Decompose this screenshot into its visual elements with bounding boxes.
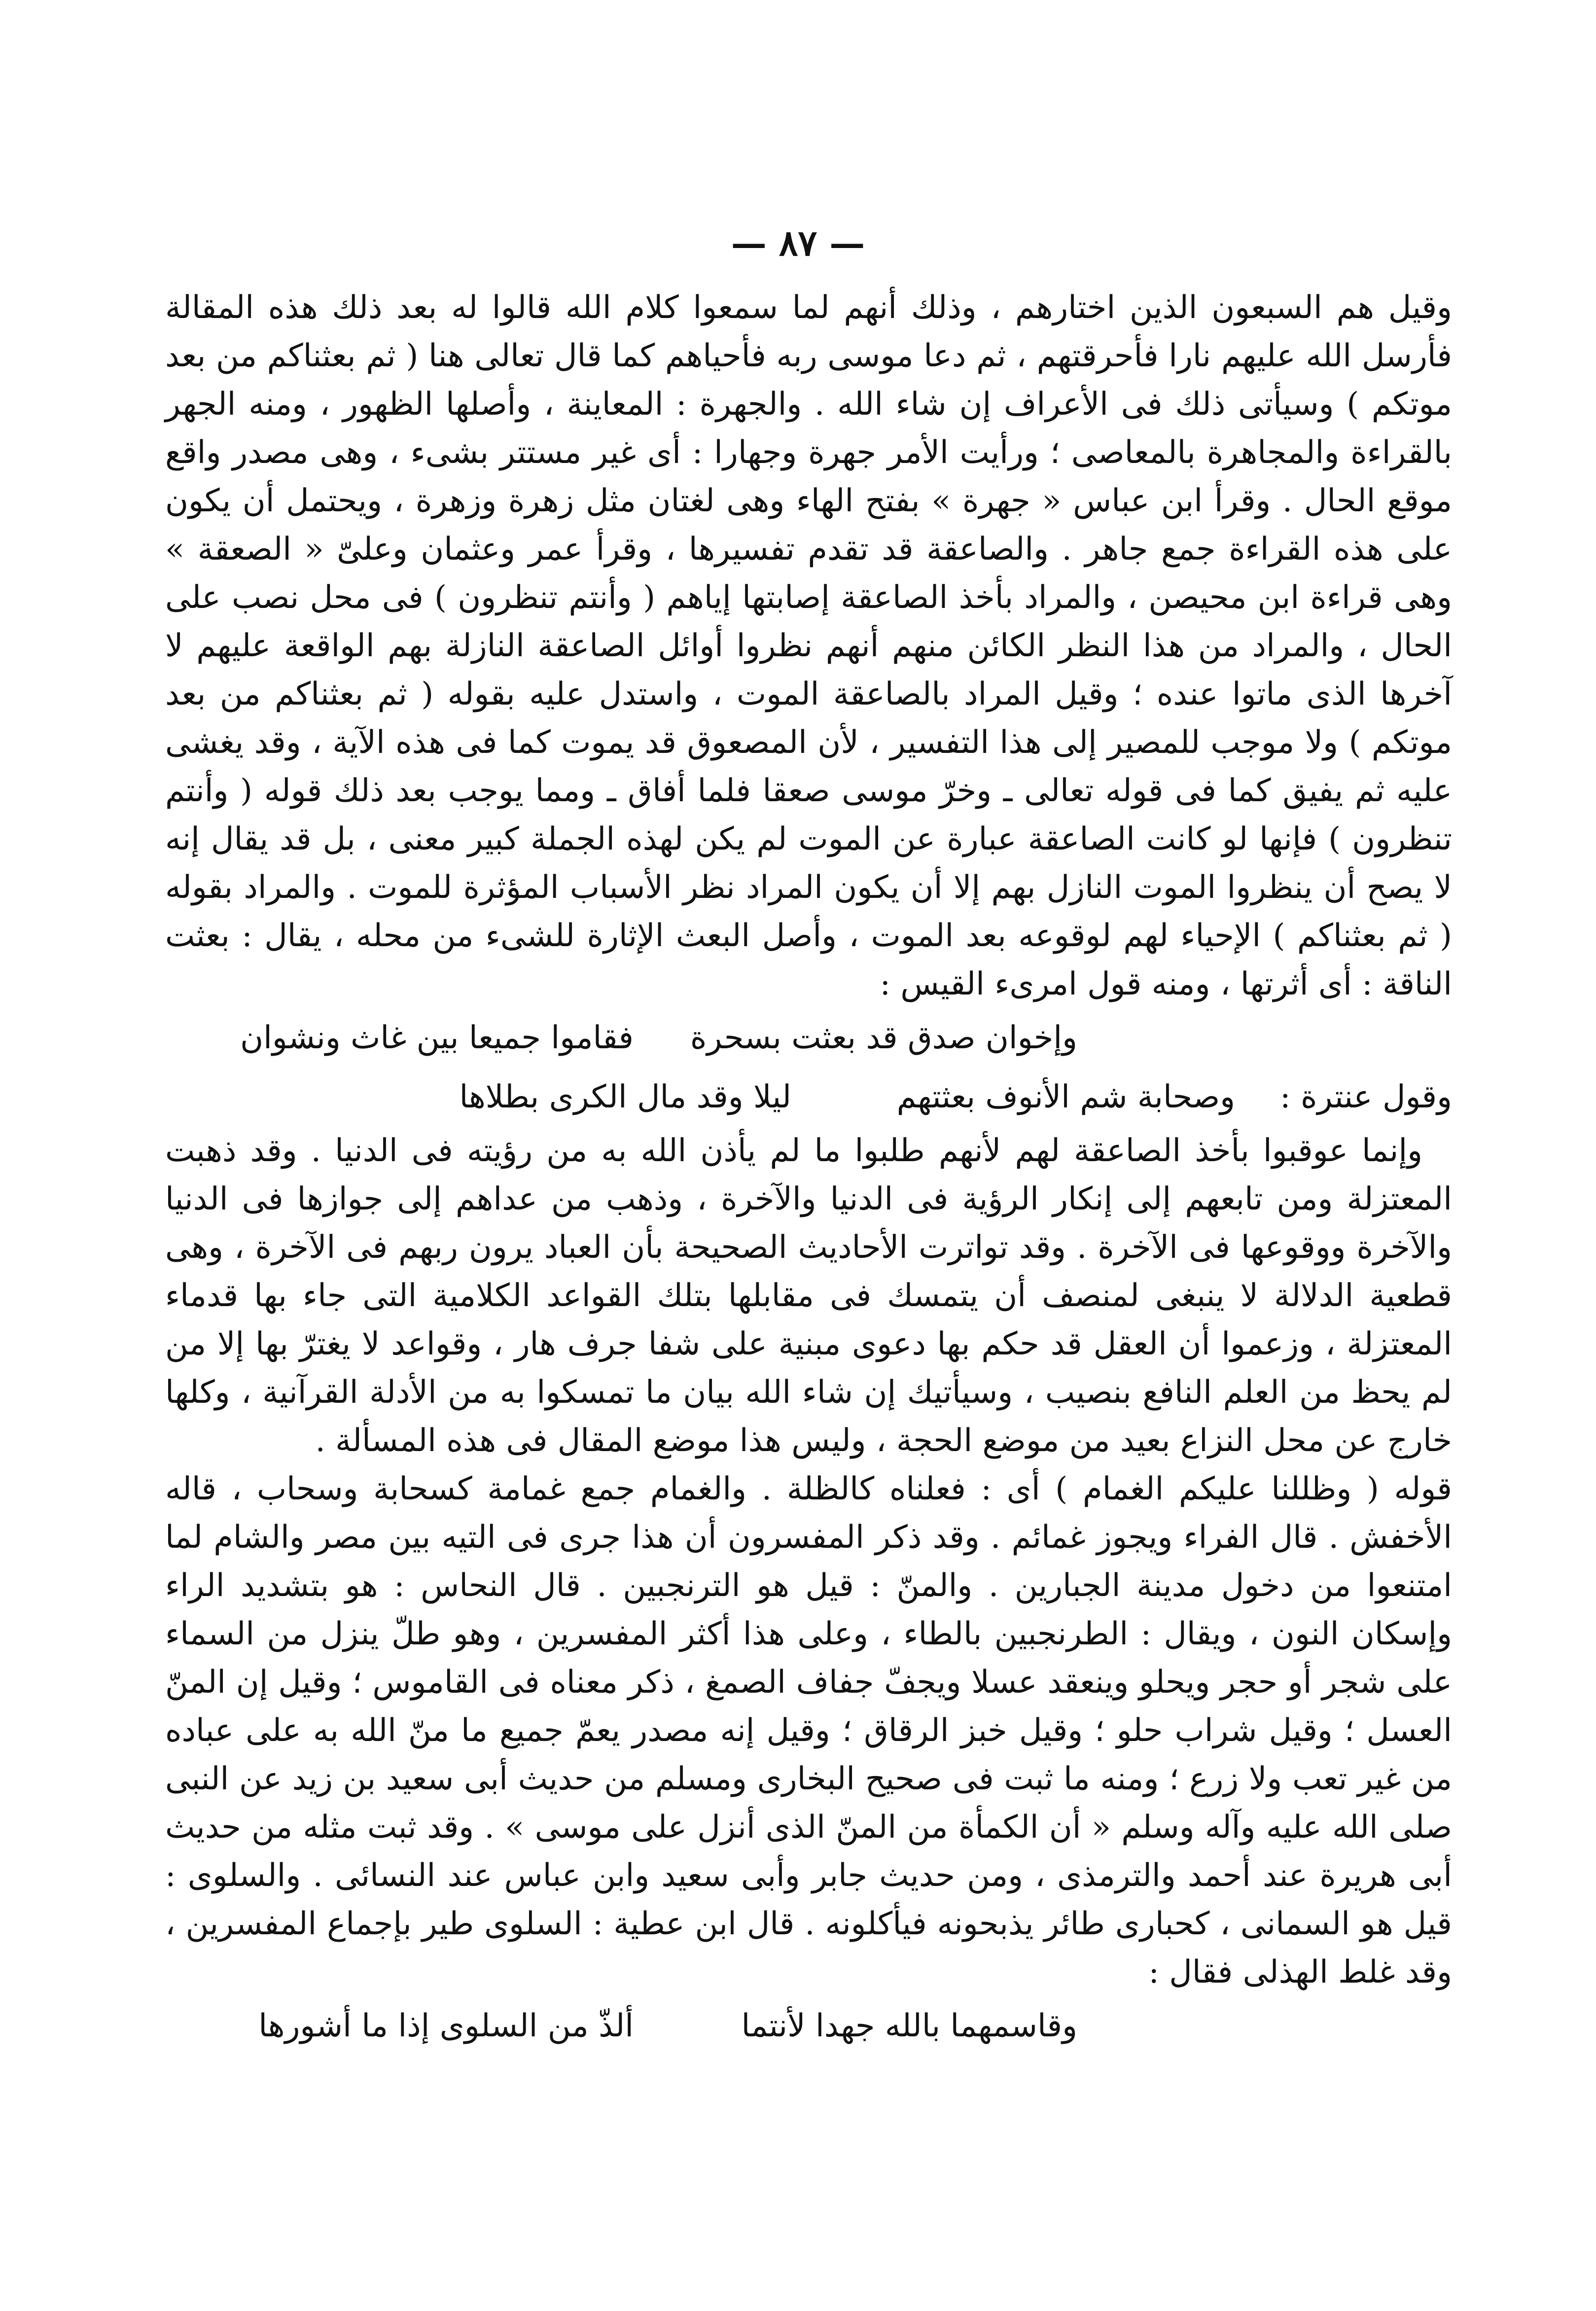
verse-intro: وقول عنترة : (1280, 1079, 1452, 1115)
paragraph-tafsir-jahra: وقيل هم السبعون الذين اختارهم ، وذلك أنهم لما سمعوا كلام الله قالوا له بعد ذلك هذه المقالة فأرسل الله عليهم نارا فأحرقتهم ، ثم دعا موسى ربه فأحياهم كما قال تعالى هنا ( ثم بعثناكم من بعد موتكم ) وسيأتى ذلك فى الأعراف إن شاء الله . والجهرة : المعاينة ، وأصلها الظهور ، ومنه الجهر بالقراءة والمجاهرة بالمعاصى ؛ ورأيت الأمر جهرة وجهارا : أى غير مستتر بشىء ، وهى مصدر واقع موقع الحال . وقرأ ابن عباس « جهرة » بفتح الهاء وهى لغتان مثل زهرة وزهرة ، ويحتمل أن يكون على هذه القراءة جمع جاهر . والصاعقة قد تقدم تفسيرها ، وقرأ عمر وعثمان وعلىّ « الصعقة » وهى قراءة ابن محيصن ، والمراد بأخذ الصاعقة إصابتها إياهم ( وأنتم تنظرون ) فى محل نصب على الحال ، والمراد من هذا النظر الكائن منهم أنهم نظروا أوائل الصاعقة النازلة بهم الواقعة عليهم لا آخرها الذى ماتوا عنده ؛ وقيل المراد بالصاعقة الموت ، واستدل عليه بقوله ( ثم بعثناكم من بعد موتكم ) ولا موجب للمصير إلى هذا التفسير ، لأن المصعوق قد يموت كما فى هذه الآية ، وقد يغشى عليه ثم يفيق كما فى قوله تعالى ـ وخرّ موسى صعقا فلما أفاق ـ ومما يوجب بعد ذلك قوله ( وأنتم تنظرون ) فإنها لو كانت الصاعقة عبارة عن الموت لم يكن لهذه الجملة كبير معنى ، بل قد يقال إنه لا يصح أن ينظروا الموت النازل بهم إلا أن يكون المراد نظر الأسباب المؤثرة للموت . والمراد بقوله ( ثم بعثناكم ) الإحياء لهم لوقوعه بعد الموت ، وأصل البعث الإثارة للشىء من محله ، يقال : بعثت الناقة : أى أثرتها ، ومنه قول امرىء القيس : (165, 289, 1453, 1002)
verse-hemistich-first: وصحابة شم الأنوف بعثتهم (896, 1079, 1235, 1115)
paragraph-ruya: وإنما عوقبوا بأخذ الصاعقة لهم لأنهم طلبوا ما لم يأذن الله به من رؤيته فى الدنيا . وقد ذهبت المعتزلة ومن تابعهم إلى إنكار الرؤية فى الدنيا والآخرة ، وذهب من عداهم إلى جوازها فى الدنيا والآخرة ووقوعها فى الآخرة . وقد تواترت الأحاديث الصحيحة بأن العباد يرون ربهم فى الآخرة ، وهى قطعية الدلالة لا ينبغى لمنصف أن يتمسك فى مقابلها بتلك القواعد الكلامية التى جاء بها قدماء المعتزلة ، وزعموا أن العقل قد حكم بها دعوى مبنية على شفا جرف هار ، وقواعد لا يغترّ بها إلا من لم يحظ من العلم النافع بنصيب ، وسيأتيك إن شاء الله بيان ما تمسكوا به من الأدلة القرآنية ، وكلها خارج عن محل النزاع بعيد من موضع الحجة ، وليس هذا موضع المقال فى هذه المسألة . (165, 1133, 1453, 1459)
page-number: — ٨٧ — (731, 222, 865, 264)
paragraph-ghamam-mann-salwa: قوله ( وظللنا عليكم الغمام ) أى : فعلناه كالظلة . والغمام جمع غمامة كسحابة وسحاب ، قاله الأخفش . قال الفراء ويجوز غمائم . وقد ذكر المفسرون أن هذا جرى فى التيه بين مصر والشام لما امتنعوا من دخول مدينة الجبارين . والمنّ : قيل هو الترنجبين . قال النحاس : هو بتشديد الراء وإسكان النون ، ويقال : الطرنجبين بالطاء ، وعلى هذا أكثر المفسرين ، وهو طلّ ينزل من السماء على شجر أو حجر ويحلو وينعقد عسلا ويجفّ جفاف الصمغ ، ذكر معناه فى القاموس ؛ وقيل إن المنّ العسل ؛ وقيل شراب حلو ؛ وقيل خبز الرقاق ؛ وقيل إنه مصدر يعمّ جميع ما منّ الله به على عباده من غير تعب ولا زرع ؛ ومنه ما ثبت فى صحيح البخارى ومسلم من حديث أبى سعيد بن زيد عن النبى صلى الله عليه وآله وسلم « أن الكمأة من المنّ الذى أنزل على موسى » . وقد ثبت مثله من حديث أبى هريرة عند أحمد والترمذى ، ومن حديث جابر وأبى سعيد وابن عباس عند النسائى . والسلوى : قيل هو السمانى ، كحبارى طائر يذبحونه فيأكلونه . قال ابن عطية : السلوى طير بإجماع المفسرين ، وقد غلط الهذلى فقال : (165, 1471, 1453, 1991)
verse-hemistich-first: وإخوان صدق قد بعثت بسحرة (690, 1020, 1077, 1056)
verse-antara (165, 1067, 1452, 1127)
main-text-block (165, 284, 1452, 2056)
verse-hemistich-second: ليلا وقد مال الكرى بطلاها (459, 1079, 791, 1115)
verse-hemistich-first: وقاسمهما بالله جهدا لأنتما (741, 2008, 1077, 2044)
verse-hemistich-second: فقاموا جميعا بين غاث ونشوان (240, 1020, 634, 1056)
verse-hudhali (165, 1996, 1452, 2056)
verse-hemistich-second: ألذّ من السلوى إذا ما أشورها (258, 2008, 634, 2044)
verse-imru-al-qays (165, 1008, 1452, 1067)
